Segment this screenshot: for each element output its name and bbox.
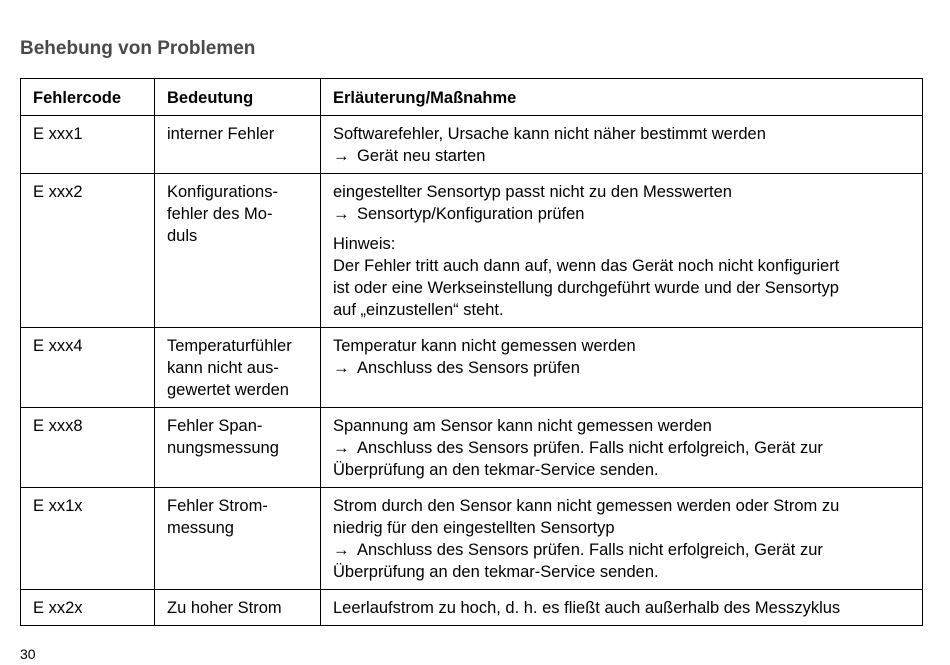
meaning-cell <box>155 174 321 328</box>
explanation-line <box>333 459 910 481</box>
column-header-explanation: Erläuterung/Maßnahme <box>321 79 923 116</box>
explanation-text: Spannung am Sensor kann nicht gemessen werden <box>333 417 712 435</box>
arrow-right-icon: → <box>333 147 350 165</box>
action-line <box>333 539 910 561</box>
explanation-text: Überprüfung an den tekmar-Service senden. <box>333 461 659 479</box>
arrow-right-icon: → <box>333 541 350 559</box>
meaning-cell <box>155 488 321 590</box>
error-code-cell: E xxx2 <box>21 174 155 328</box>
meaning-line: Zu hoher Strom <box>167 599 282 617</box>
error-code-cell: E xx1x <box>21 488 155 590</box>
table-row <box>21 174 923 328</box>
meaning-line: Konfigurations- <box>167 183 278 201</box>
explanation-cell <box>321 328 923 408</box>
explanation-text: Überprüfung an den tekmar-Service senden. <box>333 563 659 581</box>
meaning-line: gewertet werden <box>167 381 289 399</box>
explanation-line <box>333 415 910 437</box>
meaning-line: Fehler Strom- <box>167 497 268 515</box>
column-header-error-code: Fehlercode <box>21 79 155 116</box>
meaning-line: kann nicht aus- <box>167 359 279 377</box>
explanation-line <box>333 123 910 145</box>
explanation-text: Hinweis: <box>333 235 396 253</box>
table-row <box>21 488 923 590</box>
action-line <box>333 145 910 167</box>
table-row <box>21 116 923 174</box>
explanation-line <box>333 299 910 321</box>
explanation-text: Der Fehler tritt auch dann auf, wenn das Gerät noch nicht konfiguriert <box>333 257 840 275</box>
arrow-right-icon: → <box>333 439 350 457</box>
explanation-text: Strom durch den Sensor kann nicht gemessen werden oder Strom zu <box>333 497 840 515</box>
table-header <box>21 79 923 116</box>
explanation-cell <box>321 116 923 174</box>
explanation-line <box>333 277 910 299</box>
table-row <box>21 328 923 408</box>
explanation-text: Anschluss des Sensors prüfen. Falls nicht erfolgreich, Gerät zur <box>357 541 823 559</box>
arrow-right-icon: → <box>333 205 350 223</box>
explanation-line <box>333 335 910 357</box>
page-title: Behebung von Problemen <box>20 38 256 59</box>
explanation-cell <box>321 590 923 626</box>
explanation-text: auf „einzustellen“ steht. <box>333 301 504 319</box>
meaning-line: Fehler Span- <box>167 417 263 435</box>
meaning-cell <box>155 590 321 626</box>
error-code-table <box>20 78 923 626</box>
error-code-cell: E xxx4 <box>21 328 155 408</box>
explanation-line <box>333 495 910 517</box>
explanation-text: Anschluss des Sensors prüfen. Falls nicht erfolgreich, Gerät zur <box>357 439 823 457</box>
meaning-line: messung <box>167 519 234 537</box>
explanation-text: Temperatur kann nicht gemessen werden <box>333 337 636 355</box>
action-line <box>333 357 910 379</box>
page-number: 30 <box>20 646 36 662</box>
explanation-text: Sensortyp/Konfiguration prüfen <box>357 205 585 223</box>
table-row <box>21 590 923 626</box>
explanation-text: ist oder eine Werkseinstellung durchgeführt wurde und der Sensortyp <box>333 279 839 297</box>
paragraph-gap <box>333 225 910 233</box>
table-row <box>21 408 923 488</box>
explanation-line <box>333 517 910 539</box>
meaning-cell <box>155 328 321 408</box>
meaning-line: interner Fehler <box>167 125 275 143</box>
explanation-text: Softwarefehler, Ursache kann nicht näher bestimmt werden <box>333 125 766 143</box>
error-code-cell: E xxx1 <box>21 116 155 174</box>
action-line <box>333 437 910 459</box>
explanation-line <box>333 233 910 255</box>
explanation-text: Leerlaufstrom zu hoch, d. h. es fließt auch außerhalb des Messzyklus <box>333 599 841 617</box>
explanation-text: niedrig für den eingestellten Sensortyp <box>333 519 615 537</box>
column-header-meaning: Bedeutung <box>155 79 321 116</box>
explanation-line <box>333 181 910 203</box>
meaning-line: Temperaturfühler <box>167 337 292 355</box>
table-header-row <box>21 79 923 116</box>
explanation-cell <box>321 488 923 590</box>
arrow-right-icon: → <box>333 359 350 377</box>
meaning-cell <box>155 116 321 174</box>
explanation-line <box>333 255 910 277</box>
meaning-line: duls <box>167 227 198 245</box>
explanation-text: Anschluss des Sensors prüfen <box>357 359 580 377</box>
meaning-cell <box>155 408 321 488</box>
action-line <box>333 203 910 225</box>
meaning-line: nungsmessung <box>167 439 279 457</box>
error-code-cell: E xxx8 <box>21 408 155 488</box>
explanation-text: eingestellter Sensortyp passt nicht zu den Messwerten <box>333 183 732 201</box>
explanation-cell <box>321 408 923 488</box>
error-code-cell: E xx2x <box>21 590 155 626</box>
meaning-line: fehler des Mo- <box>167 205 273 223</box>
explanation-line <box>333 561 910 583</box>
table-body <box>21 116 923 626</box>
explanation-cell <box>321 174 923 328</box>
explanation-text: Gerät neu starten <box>357 147 486 165</box>
explanation-line <box>333 597 910 619</box>
